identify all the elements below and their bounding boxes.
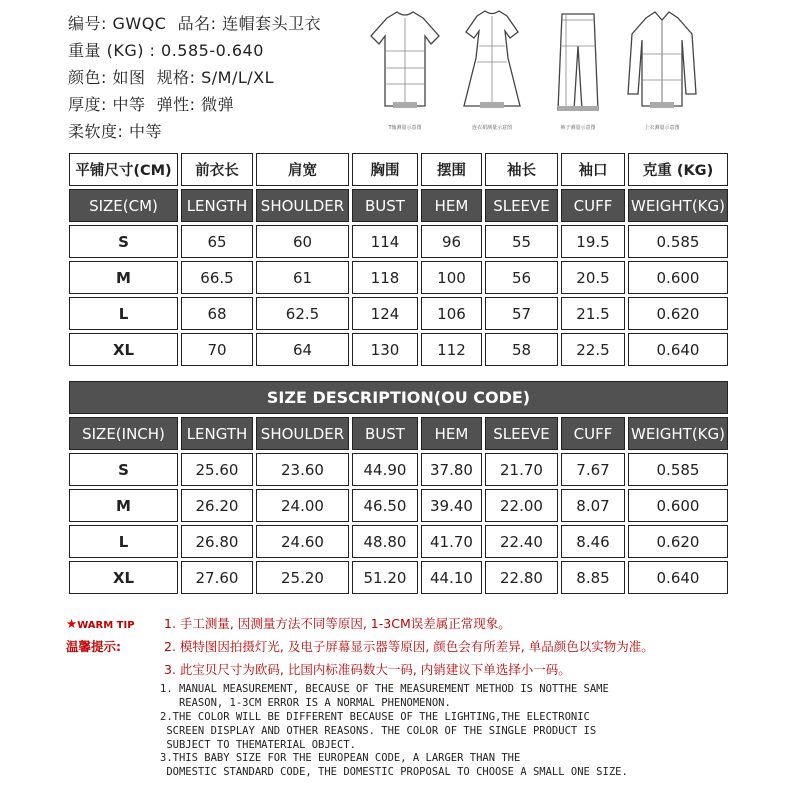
value-cell: 24.60: [256, 525, 349, 558]
value-cell: 23.60: [256, 453, 349, 486]
header-cell: CUFF: [561, 189, 625, 222]
info-color-size: 颜色: 如图 规格: S/M/L/XL: [68, 68, 275, 87]
tip-line-3: [66, 658, 766, 681]
value-cell: 68: [181, 297, 253, 330]
value-cell: 0.620: [628, 297, 728, 330]
value-cell: 26.20: [181, 489, 253, 522]
value-cell: 24.00: [256, 489, 349, 522]
tip-text: 1. 手工测量, 因测量方法不同等原因, 1-3CM误差属正常现象。: [164, 616, 511, 631]
note-line: REASON, 1-3CM ERROR IS A NORMAL PHENOMENON.: [160, 696, 451, 709]
header-cell: LENGTH: [181, 417, 253, 450]
info-weight: 重量 (KG) : 0.585-0.640: [68, 41, 264, 60]
size-table-cm: [66, 150, 731, 369]
table-row: [69, 489, 728, 522]
product-info: [68, 10, 321, 145]
value-cell: 8.85: [561, 561, 625, 594]
pants-measure-diagram-icon: [538, 6, 618, 131]
warm-tip-label: WARM TIP: [77, 620, 135, 631]
value-cell: 96: [421, 225, 482, 258]
value-cell: 0.600: [628, 261, 728, 294]
value-cell: 19.5: [561, 225, 625, 258]
header-cell: 摆围: [421, 153, 482, 186]
value-cell: 48.80: [352, 525, 418, 558]
value-cell: 22.00: [485, 489, 558, 522]
value-cell: 66.5: [181, 261, 253, 294]
value-cell: 0.620: [628, 525, 728, 558]
tip-text: 2. 模特图因拍摄灯光, 及电子屏幕显示器等原因, 颜色会有所差异, 单品颜色以实物为准。: [164, 639, 654, 654]
size-cell: XL: [69, 561, 178, 594]
value-cell: 22.80: [485, 561, 558, 594]
value-cell: 0.600: [628, 489, 728, 522]
value-cell: 61: [256, 261, 349, 294]
value-cell: 114: [352, 225, 418, 258]
size-cell: S: [69, 453, 178, 486]
header-cell: BUST: [352, 189, 418, 222]
diagram-caption: 连衣裙测量示意图: [471, 125, 512, 131]
jacket-measure-diagram-icon: [622, 6, 702, 131]
value-cell: 22.5: [561, 333, 625, 366]
value-cell: 0.585: [628, 225, 728, 258]
value-cell: 0.585: [628, 453, 728, 486]
value-cell: 41.70: [421, 525, 482, 558]
header-cell: 袖长: [485, 153, 558, 186]
warm-tips: [66, 612, 766, 681]
value-cell: 22.40: [485, 525, 558, 558]
value-cell: 7.67: [561, 453, 625, 486]
size-cell: XL: [69, 333, 178, 366]
value-cell: 62.5: [256, 297, 349, 330]
value-cell: 0.640: [628, 561, 728, 594]
table-row: [69, 561, 728, 594]
table-title: SIZE DESCRIPTION(OU CODE): [69, 381, 728, 414]
header-cell: SIZE(INCH): [69, 417, 178, 450]
header-cell: HEM: [421, 417, 482, 450]
header-cell: 平铺尺寸(CM): [69, 153, 178, 186]
header-cell: SLEEVE: [485, 417, 558, 450]
tip-line-2: [66, 635, 766, 658]
value-cell: 25.20: [256, 561, 349, 594]
note-line: DOMESTIC STANDARD CODE, THE DOMESTIC PROPOSAL TO CHOOSE A SMALL ONE SIZE.: [160, 766, 628, 779]
note-line: 1. MANUAL MEASUREMENT, BECAUSE OF THE MEASUREMENT METHOD IS NOTTHE SAME: [160, 683, 609, 695]
header-cell: 胸围: [352, 153, 418, 186]
diagram-caption: 裤子测量示意图: [560, 125, 596, 131]
value-cell: 51.20: [352, 561, 418, 594]
value-cell: 8.46: [561, 525, 625, 558]
header-cell: SIZE(CM): [69, 189, 178, 222]
value-cell: 112: [421, 333, 482, 366]
header-cell: BUST: [352, 417, 418, 450]
value-cell: 44.10: [421, 561, 482, 594]
table-row: [69, 453, 728, 486]
value-cell: 8.07: [561, 489, 625, 522]
size-table-inch: [66, 378, 731, 597]
measurement-diagrams: [360, 6, 705, 134]
value-cell: 70: [181, 333, 253, 366]
value-cell: 26.80: [181, 525, 253, 558]
note-line: 2.THE COLOR WILL BE DIFFERENT BECAUSE OF THE LIGHTING,THE ELECTRONIC: [160, 710, 590, 723]
english-notes: [160, 683, 780, 780]
value-cell: 25.60: [181, 453, 253, 486]
header-cell: CUFF: [561, 417, 625, 450]
value-cell: 130: [352, 333, 418, 366]
value-cell: 118: [352, 261, 418, 294]
diagram-caption: 上衣测量示意图: [644, 125, 680, 131]
header-cell: SHOULDER: [256, 417, 349, 450]
star-icon: ★: [66, 616, 78, 631]
value-cell: 55: [485, 225, 558, 258]
value-cell: 20.5: [561, 261, 625, 294]
size-cell: S: [69, 225, 178, 258]
value-cell: 37.80: [421, 453, 482, 486]
value-cell: 106: [421, 297, 482, 330]
note-line: SUBJECT TO THEMATERIAL OBJECT.: [160, 738, 356, 751]
table-row: [69, 525, 728, 558]
header-cell: 克重 (KG): [628, 153, 728, 186]
header-cell: 袖口: [561, 153, 625, 186]
value-cell: 39.40: [421, 489, 482, 522]
tip-label-zh: 温馨提示:: [66, 639, 121, 654]
table-header-en: [69, 417, 728, 450]
value-cell: 64: [256, 333, 349, 366]
header-cell: SHOULDER: [256, 189, 349, 222]
size-cell: L: [69, 525, 178, 558]
tip-line-1: [66, 612, 766, 635]
table-header-en: [69, 189, 728, 222]
note-line: 3.THIS BABY SIZE FOR THE EUROPEAN CODE, A LARGER THAN THE: [160, 752, 521, 765]
value-cell: 44.90: [352, 453, 418, 486]
note-line: SCREEN DISPLAY AND OTHER REASONS. THE COLOR OF THE SINGLE PRODUCT IS: [160, 724, 597, 737]
value-cell: 56: [485, 261, 558, 294]
header-cell: 前衣长: [181, 153, 253, 186]
table-row: [69, 261, 728, 294]
value-cell: 124: [352, 297, 418, 330]
header-cell: WEIGHT(KG): [628, 417, 728, 450]
value-cell: 27.60: [181, 561, 253, 594]
header-cell: WEIGHT(KG): [628, 189, 728, 222]
value-cell: 58: [485, 333, 558, 366]
dress-measure-diagram-icon: [452, 6, 532, 131]
size-cell: L: [69, 297, 178, 330]
value-cell: 100: [421, 261, 482, 294]
value-cell: 21.70: [485, 453, 558, 486]
value-cell: 65: [181, 225, 253, 258]
tip-text: 3. 此宝贝尺寸为欧码, 比国内标准码数大一码, 内销建议下单选择小一码。: [164, 662, 571, 677]
value-cell: 21.5: [561, 297, 625, 330]
value-cell: 46.50: [352, 489, 418, 522]
header-cell: HEM: [421, 189, 482, 222]
value-cell: 57: [485, 297, 558, 330]
table-row: [69, 297, 728, 330]
size-cell: M: [69, 261, 178, 294]
value-cell: 60: [256, 225, 349, 258]
tshirt-measure-diagram-icon: [365, 6, 445, 131]
table-title-row: [69, 381, 728, 414]
header-cell: SLEEVE: [485, 189, 558, 222]
table-row: [69, 225, 728, 258]
table-header-zh: [69, 153, 728, 186]
info-softness: 柔软度: 中等: [68, 122, 162, 141]
diagram-caption: T恤测量示意图: [388, 125, 422, 131]
header-cell: LENGTH: [181, 189, 253, 222]
table-row: [69, 333, 728, 366]
info-thickness: 厚度: 中等 弹性: 微弹: [68, 95, 235, 114]
size-cell: M: [69, 489, 178, 522]
info-code-name: 编号: GWQC 品名: 连帽套头卫衣: [68, 14, 322, 33]
value-cell: 0.640: [628, 333, 728, 366]
header-cell: 肩宽: [256, 153, 349, 186]
